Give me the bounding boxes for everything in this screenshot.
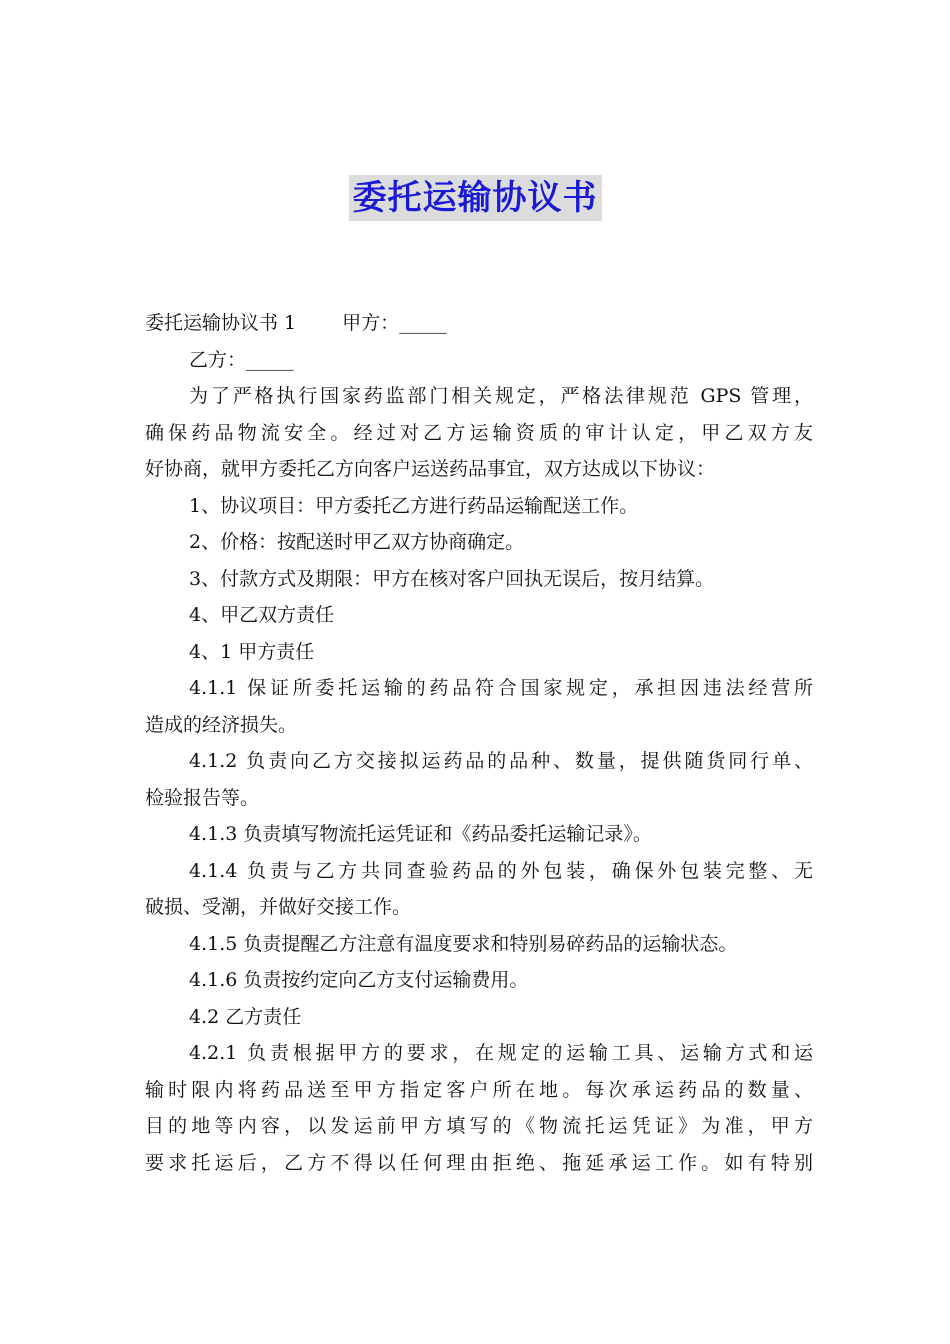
clause-line: 3、付款方式及期限：甲方在核对客户回执无误后，按月结算。: [189, 567, 715, 590]
clause-line: 4.1.5 负责提醒乙方注意有温度要求和特别易碎药品的运输状态。: [189, 932, 738, 955]
clause-line: 目的地等内容，以发运前甲方填写的《物流托运凭证》为准，甲方: [145, 1115, 813, 1137]
clause-line: 输时限内将药品送至甲方指定客户所在地。每次承运药品的数量、: [145, 1078, 813, 1101]
clause-line: 4.1.2 负责向乙方交接拟运药品的品种、数量，提供随货同行单、: [189, 750, 813, 772]
clause-line: 造成的经济损失。: [145, 713, 298, 736]
clause-line: 4.1.4 负责与乙方共同查验药品的外包装，确保外包装完整、无: [189, 859, 813, 882]
clause-line: 检验报告等。: [145, 786, 260, 809]
title-container: [0, 175, 950, 221]
paragraph-line: 确保药品物流安全。经过对乙方运输资质的审计认定，甲乙双方友: [145, 421, 813, 444]
paragraph-line: 好协商，就甲方委托乙方向客户运送药品事宜，双方达成以下协议：: [145, 458, 716, 480]
party-b-field: 乙方：_____: [189, 348, 294, 371]
clause-line: 要求托运后，乙方不得以任何理由拒绝、拖延承运工作。如有特别: [145, 1151, 813, 1174]
paragraph-line: 为了严格执行国家药监部门相关规定，严格法律规范 GPS 管理，: [189, 385, 813, 407]
clause-line: 4.1.1 保证所委托运输的药品符合国家规定，承担因违法经营所: [189, 677, 813, 699]
party-b-line: [145, 342, 813, 379]
party-a-field: 甲方：_____: [342, 312, 447, 334]
clause-line: 4.1.3 负责填写物流托运凭证和《药品委托运输记录》。: [189, 823, 652, 845]
document-title: 委托运输协议书: [349, 175, 602, 221]
document-body: [145, 305, 813, 1181]
clause-line: 破损、受潮，并做好交接工作。: [145, 896, 412, 918]
clause-line: 4.1.6 负责按约定向乙方支付运输费用。: [189, 969, 529, 991]
clause-line: 4.2.1 负责根据甲方的要求，在规定的运输工具、运输方式和运: [189, 1042, 813, 1064]
clause-heading: 4、甲乙双方责任: [189, 604, 335, 626]
clause-line: 2、价格：按配送时甲乙双方协商确定。: [189, 531, 525, 553]
doc-label: 委托运输协议书 1: [145, 312, 297, 334]
clause-heading: 4、1 甲方责任: [189, 640, 315, 663]
clause-heading: 4.2 乙方责任: [189, 1005, 302, 1028]
clause-line: 1、协议项目：甲方委托乙方进行药品运输配送工作。: [189, 494, 639, 517]
header-line: [145, 305, 813, 342]
